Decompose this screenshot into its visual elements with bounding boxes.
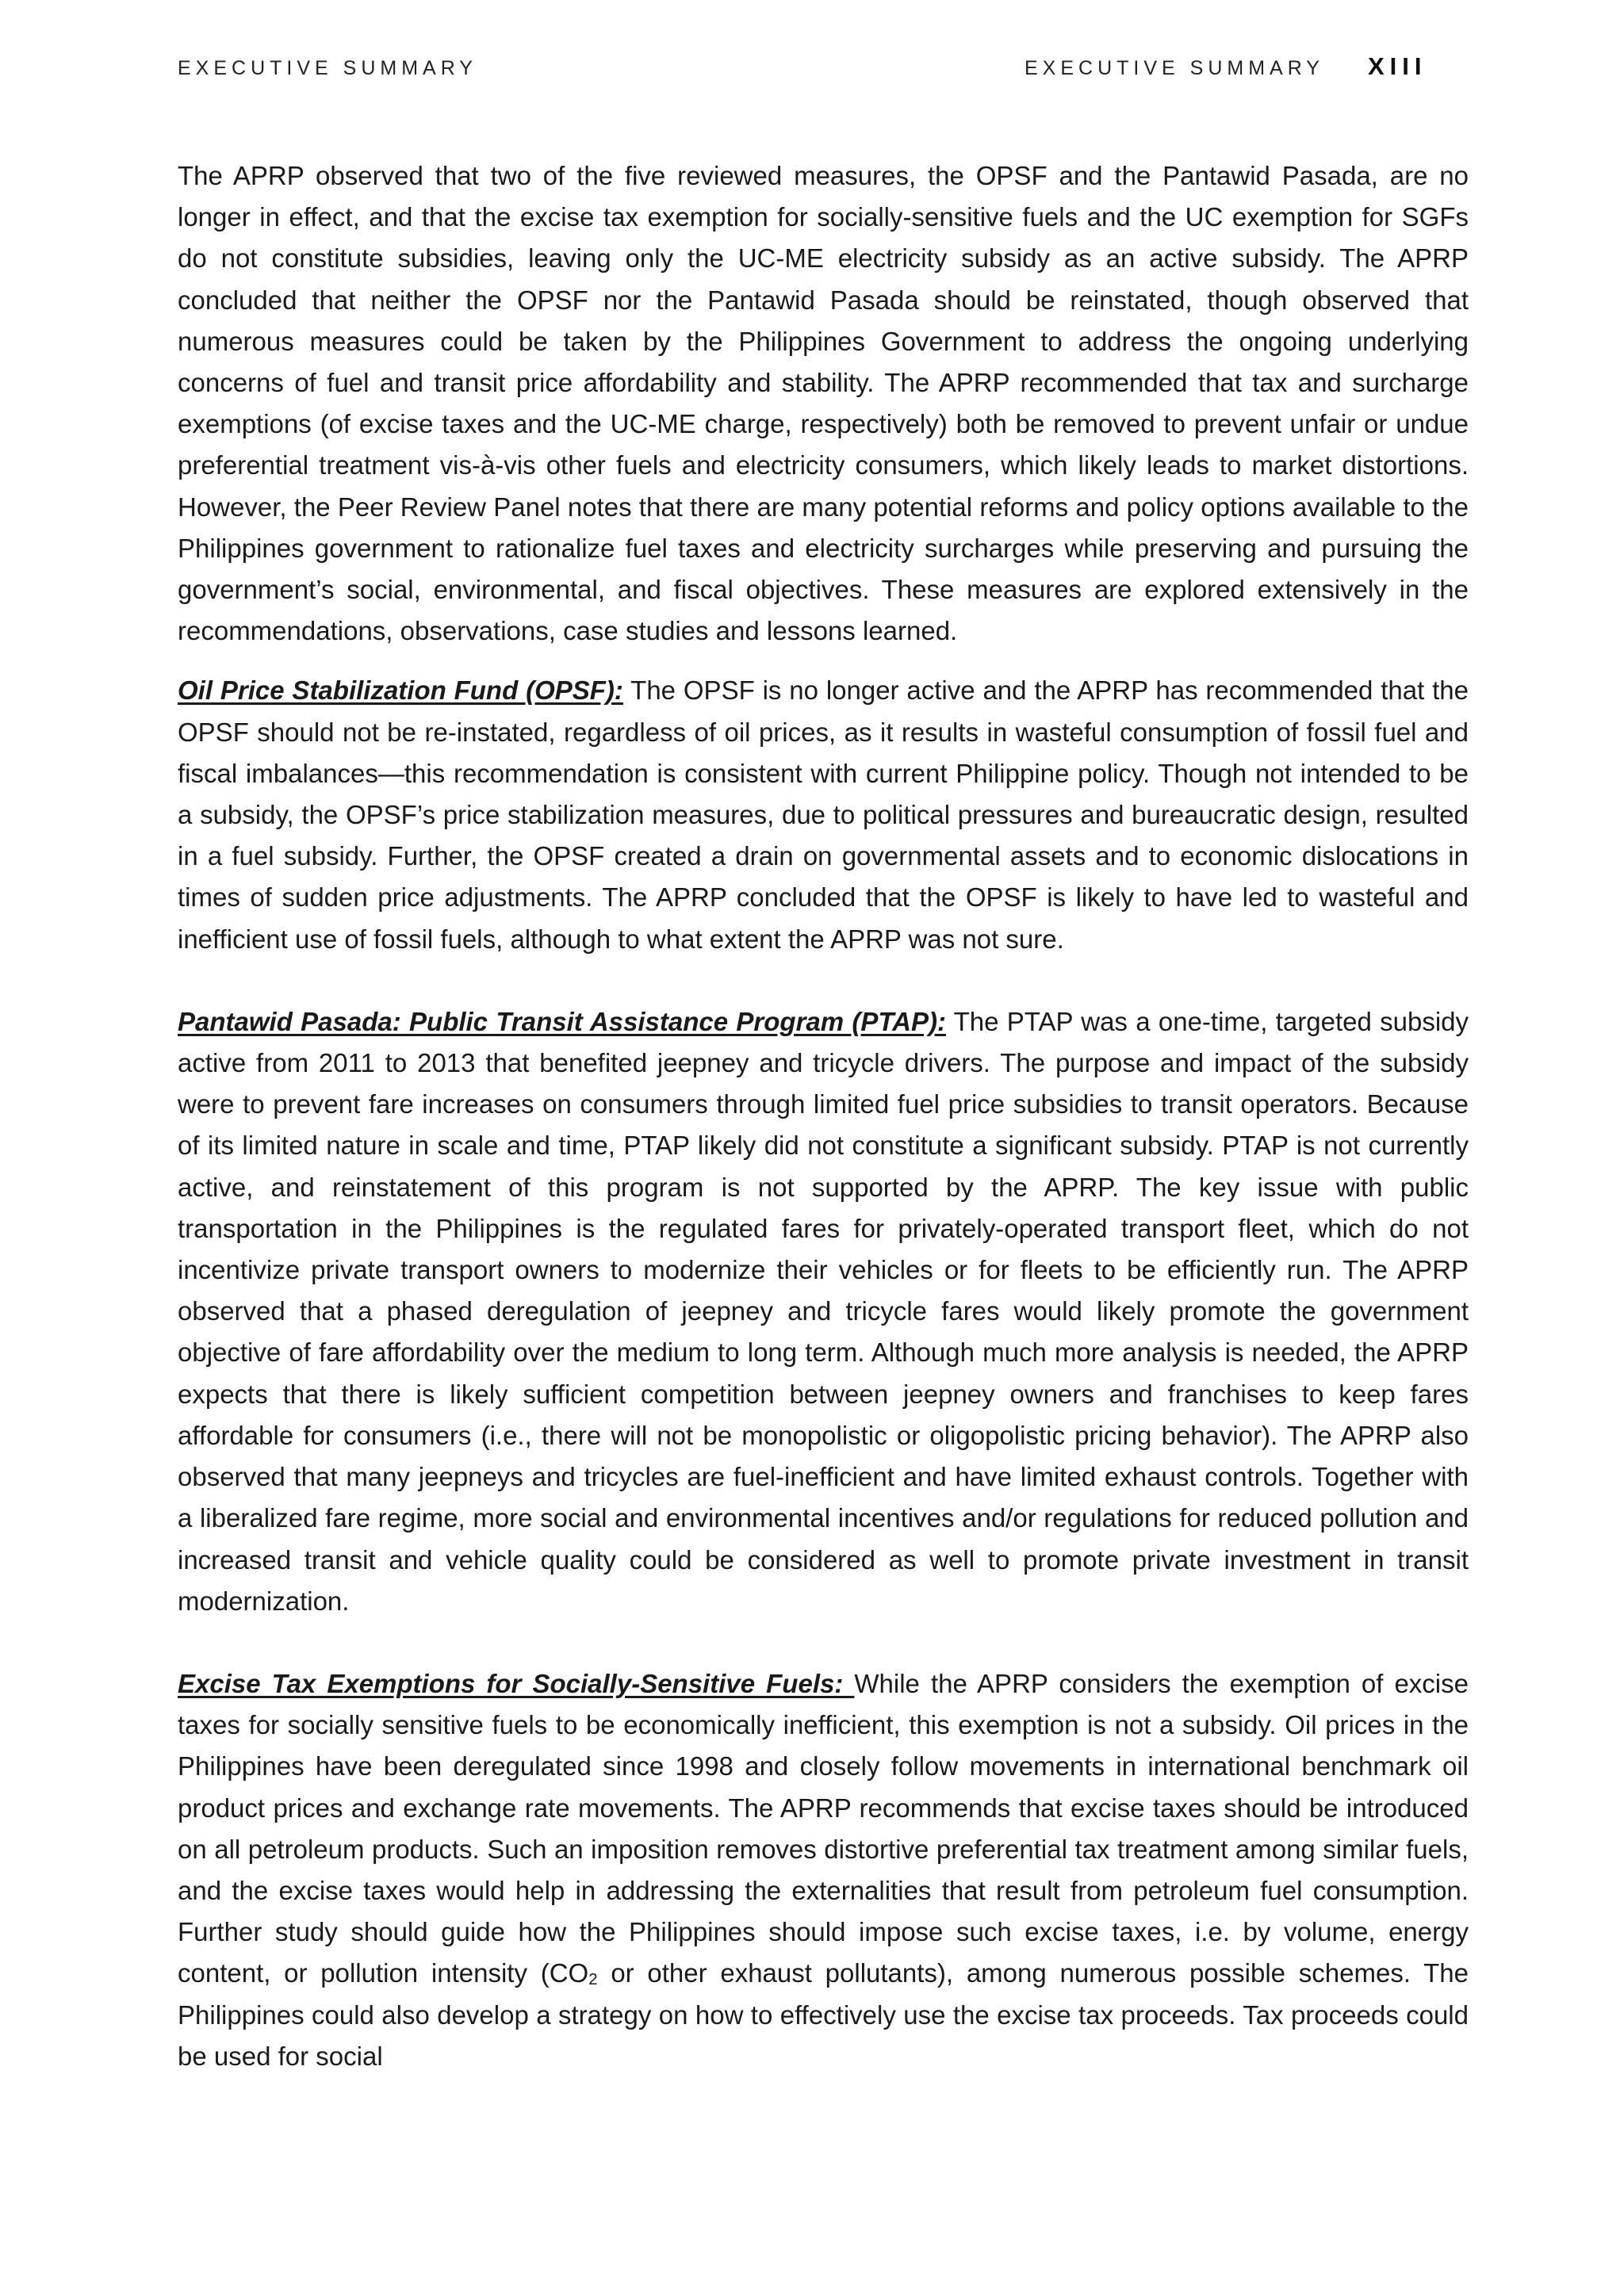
- excise-text: While the APRP considers the exemption of excise taxes for socially sensitive fuels to be economically inefficient, this exemption is not a subsidy. Oil prices in the Philippines have been deregulated since 1998 and closely follow movements in international benchmark oil product prices and exchange rate movements. The APRP recommends that excise taxes should be introduced on all petroleum products. Such an imposition removes distortive preferential tax treatment among similar fuels, and the excise taxes would help in addressing the externalities that result from petroleum fuel consumption. Further study should guide how the Philippines should impose such excise taxes, i.e. by volume, energy content, or pollution intensity (CO: [178, 1668, 1469, 1988]
- opsf-heading: Oil Price Stabilization Fund (OPSF):: [178, 675, 623, 706]
- running-header-left: EXECUTIVE SUMMARY: [178, 57, 477, 79]
- excise-heading: Excise Tax Exemptions for Socially-Sensitive Fuels:: [178, 1668, 855, 1698]
- ptap-text: The PTAP was a one-time, targeted subsidy active from 2011 to 2013 that benefited jeepney and tricycle drivers. The purpose and impact of the subsidy were to prevent fare increases on consumers through limited fuel price subsidies to transit operators. Because of its limited nature in scale and time, PTAP likely did not constitute a significant subsidy. PTAP is not currently active, and reinstatement of this program is not supported by the APRP. The key issue with public transportation in the Philippines is the regulated fares for privately-operated transport fleet, which do not incentivize private transport owners to modernize their vehicles or for fleets to be efficiently run. The APRP observed that a phased deregulation of jeepney and tricycle fares would likely promote the government objective of fare affordability over the medium to long term. Although much more analysis is needed, the APRP expects that there is likely sufficient competition between jeepney owners and franchises to keep fares affordable for consumers (i.e., there will not be monopolistic or oligopolistic pricing behavior). The APRP also observed that many jeepneys and tricycles are fuel-inefficient and have limited exhaust controls. Together with a liberalized fare regime, more social and environmental incentives and/or regulations for reduced pollution and increased transit and vehicle quality could be considered as well to promote private investment in transit modernization.: [178, 1006, 1469, 1616]
- excise-text-continued: or other exhaust pollutants), among numerous possible schemes. The Philippines could also develop a strategy on how to effectively use the excise tax proceeds. Tax proceeds could be used for social: [178, 1958, 1469, 2071]
- opsf-paragraph: [178, 670, 1469, 959]
- intro-paragraph: The APRP observed that two of the five reviewed measures, the OPSF and the Pantawid Pasada, are no longer in effect, and that the excise tax exemption for socially-sensitive fuels and the UC exemption for SGFs do not constitute subsidies, leaving only the UC-ME electricity subsidy as an active subsidy. The APRP concluded that neither the OPSF nor the Pantawid Pasada should be reinstated, though observed that numerous measures could be taken by the Philippines Government to address the ongoing underlying concerns of fuel and transit price affordability and stability. The APRP recommended that tax and surcharge exemptions (of excise taxes and the UC-ME charge, respectively) both be removed to prevent unfair or undue preferential treatment vis-à-vis other fuels and electricity consumers, which likely leads to market distortions. However, the Peer Review Panel notes that there are many potential reforms and policy options available to the Philippines government to rationalize fuel taxes and electricity surcharges while preserving and pursuing the government’s social, environmental, and fiscal objectives. These measures are explored extensively in the recommendations, observations, case studies and lessons learned.: [178, 161, 1469, 646]
- co2-subscript: 2: [588, 1970, 598, 1989]
- excise-paragraph: [178, 1663, 1469, 2077]
- ptap-paragraph: [178, 1001, 1469, 1622]
- running-header-right: EXECUTIVE SUMMARY: [1025, 57, 1324, 79]
- ptap-heading: Pantawid Pasada: Public Transit Assistance Program (PTAP):: [178, 1006, 946, 1036]
- document-body: [178, 155, 1469, 2077]
- opsf-text: The OPSF is no longer active and the APRP has recommended that the OPSF should not be re-instated, regardless of oil prices, as it results in wasteful consumption of fossil fuel and fiscal imbalances—this recommendation is consistent with current Philippine policy. Though not intended to be a subsidy, the OPSF’s price stabilization measures, due to political pressures and bureaucratic design, resulted in a fuel subsidy. Further, the OPSF created a drain on governmental assets and to economic dislocations in times of sudden price adjustments. The APRP concluded that the OPSF is likely to have led to wasteful and inefficient use of fossil fuels, although to what extent the APRP was not sure.: [178, 675, 1469, 954]
- page-number: XIII: [1368, 52, 1427, 80]
